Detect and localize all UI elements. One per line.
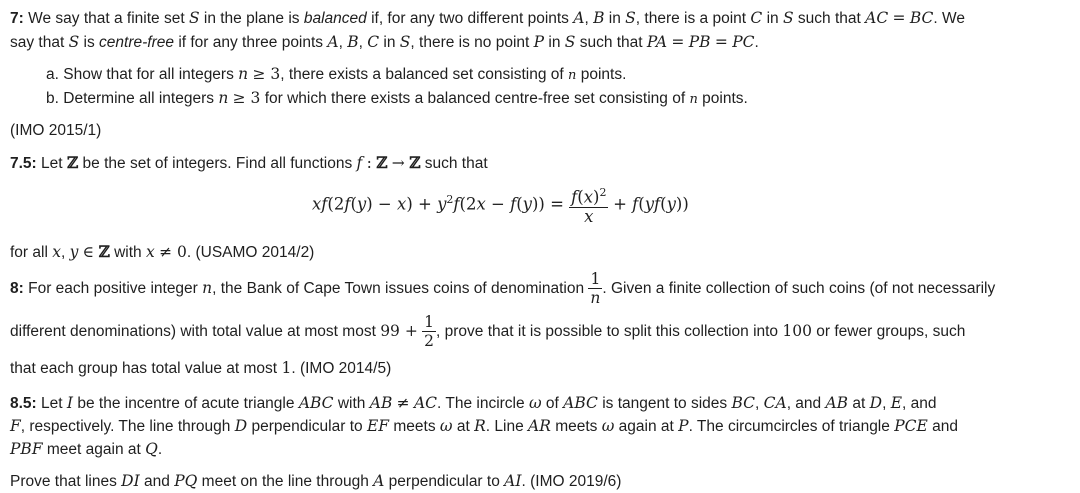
- problem-8-5-line-3: PBF meet again at Q.: [10, 440, 163, 458]
- problem-8-label: 8:: [10, 280, 24, 297]
- problem-7-5-source: (USAMO 2014/2): [195, 244, 315, 261]
- centre-free-term: centre-free: [99, 34, 174, 51]
- problem-7-line-1: 7: We say that a finite set S in the plane is balanced if, for any two different points A, B in S, there is a point C in S such that AC = BC. We: [10, 9, 965, 27]
- problem-8-5-line-4: Prove that lines DI and PQ meet on the line through A perpendicular to AI. (IMO 2019/6): [10, 472, 622, 490]
- part-a-label: a.: [46, 66, 59, 83]
- problem-8-source: (IMO 2014/5): [299, 360, 392, 377]
- problem-7-part-b: b. Determine all integers n ≥ 3 for which there exists a balanced centre-free set consisting of n points.: [46, 89, 748, 107]
- functional-equation: $xf(2f(y) - x) + y^2f(2x - f(y))$ = $\frac{f(x)^2}{x}$ + f(yf(y)): [312, 186, 689, 226]
- problem-8-5-line-1: 8.5: Let I be the incentre of acute triangle ABC with AB ≠ AC. The incircle ω of ABC is tangent to sides BC, CA, and AB at D, E, and: [10, 394, 937, 412]
- problem-7-source: (IMO 2015/1): [10, 122, 102, 139]
- problem-7-5-line-1: 7.5: Let ℤ be the set of integers. Find all functions f : ℤ → ℤ such that: [10, 153, 488, 172]
- problem-7-label: 7:: [10, 10, 24, 27]
- problem-8-5-line-2: F, respectively. The line through D perpendicular to EF meets ω at R. Line AR meets ω again at P. The circumcircles of triangle PCE and: [10, 417, 958, 435]
- problem-8-5-label: 8.5:: [10, 395, 37, 412]
- problem-8-line-1: 8: For each positive integer n, the Bank of Cape Town issues coins of denomination $\frac{1}{n}$ . Given a finite collection of such coins (of not necessarily: [10, 270, 996, 308]
- part-b-label: b.: [46, 90, 59, 107]
- problem-8-5-source: (IMO 2019/6): [530, 473, 622, 490]
- problem-7-part-a: a. Show that for all integers n ≥ 3, there exists a balanced set consisting of n points.: [46, 65, 627, 83]
- problem-7-5-line-2: for all x, y ∈ ℤ with x ≠ 0. (USAMO 2014/2): [10, 242, 315, 261]
- problem-7-line-2: say that S is centre-free if for any three points A, B, C in S, there is no point P in S such that PA = PB = PC.: [10, 33, 759, 51]
- balanced-term: balanced: [303, 10, 367, 27]
- problem-8-line-3: that each group has total value at most 1. (IMO 2014/5): [10, 359, 392, 377]
- problem-8-line-2: different denominations) with total value at most most 99 + $\frac{1}{2}$ , prove that it is possible to split this collection into 100 or fewer groups, such: [10, 313, 966, 351]
- problem-7-5-label: 7.5:: [10, 155, 37, 172]
